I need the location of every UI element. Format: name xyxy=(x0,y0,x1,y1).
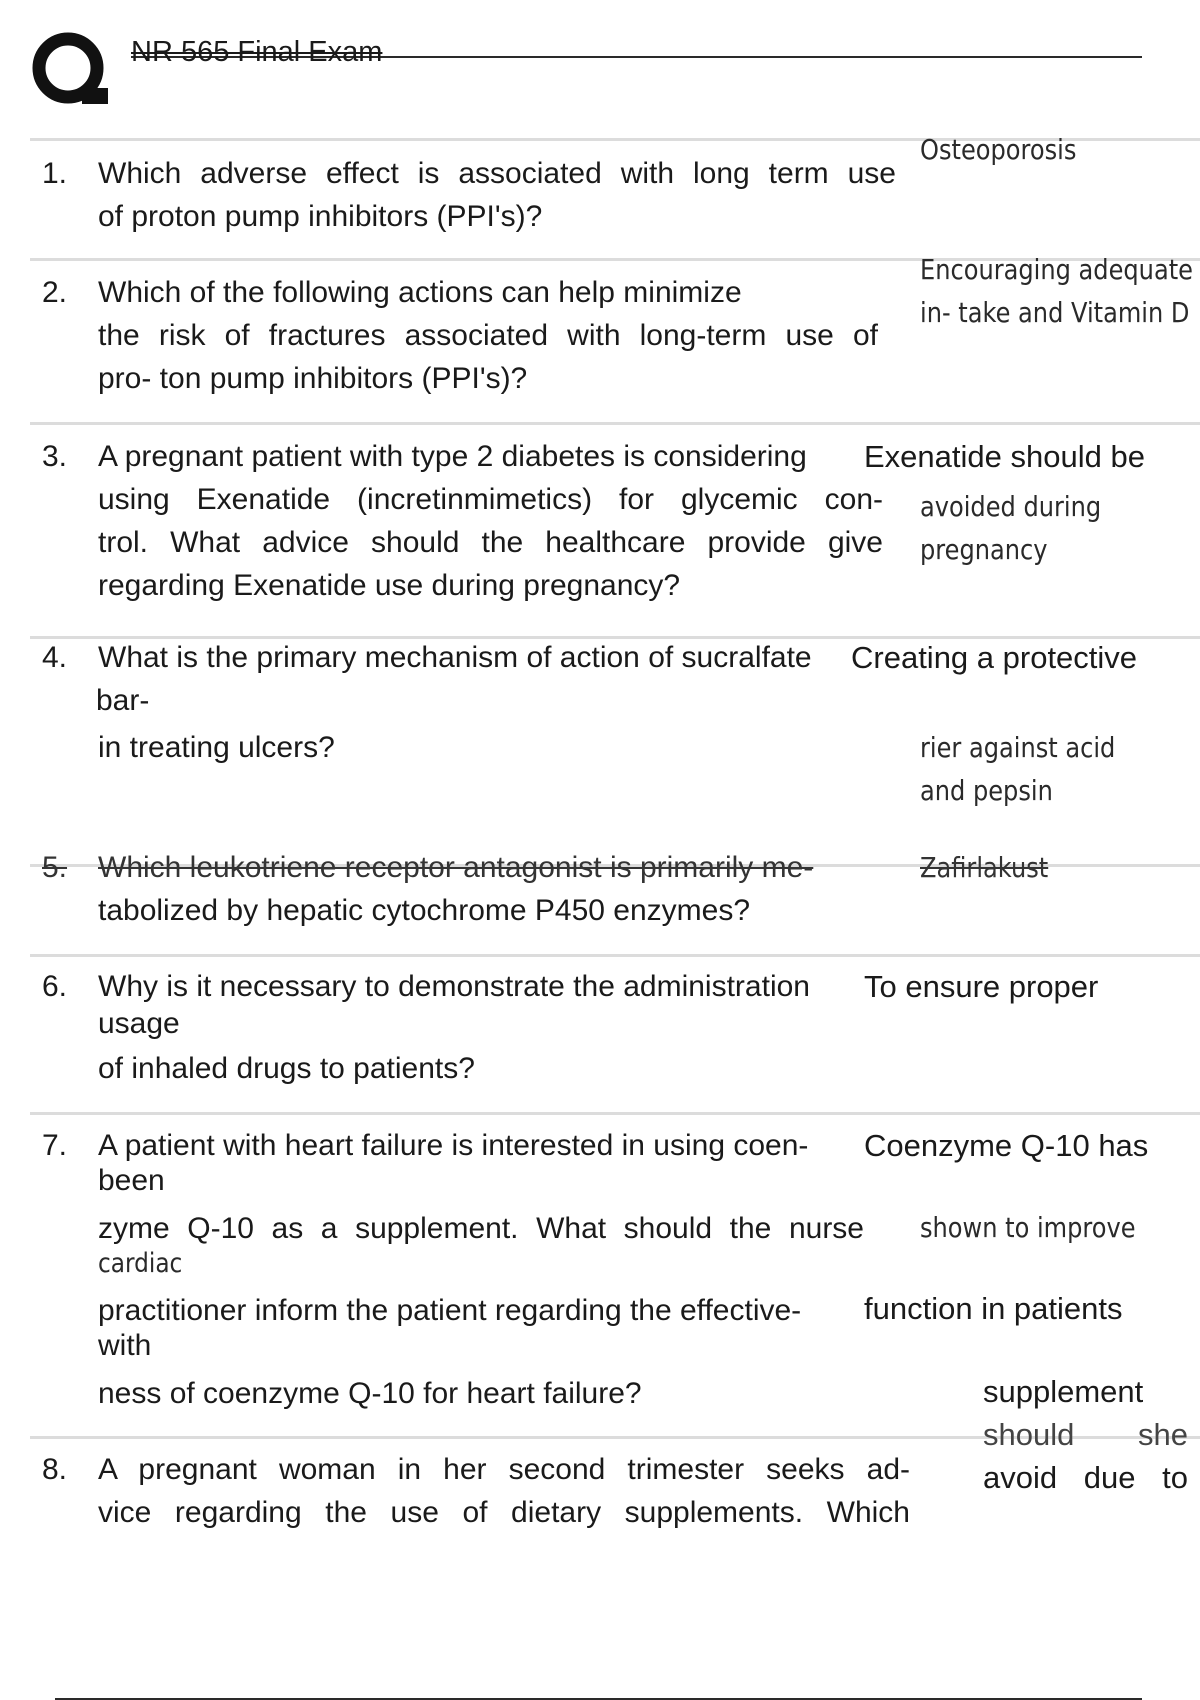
answer-text: avoid due to xyxy=(983,1460,1188,1495)
question-number: 6. xyxy=(42,970,68,1003)
question-line: of inhaled drugs to patients? xyxy=(98,1052,475,1085)
question-line: A patient with heart failure is interested in using coen- xyxy=(98,1129,809,1162)
question-number: 3. xyxy=(42,440,68,473)
question-number: 4. xyxy=(42,641,68,674)
answer-text: shown to improve xyxy=(920,1211,1136,1244)
answer-line: Osteoporosis xyxy=(920,133,1077,166)
question-text xyxy=(98,1124,864,1415)
answer-line: usage xyxy=(98,1007,180,1040)
answer-line: in- take and Vitamin D xyxy=(920,296,1190,329)
answer-text: Creating a protective xyxy=(851,640,1138,675)
question-text xyxy=(98,636,812,769)
question-line: tabolized by hepatic cytochrome P450 enzymes? xyxy=(98,894,751,927)
question-number: 2. xyxy=(42,276,68,309)
answer-text: supplement xyxy=(983,1374,1144,1409)
answer-line: pregnancy xyxy=(920,533,1048,566)
answer-text: function in patients xyxy=(864,1291,1123,1326)
question-line: Which leukotriene receptor antagonist is primarily me- xyxy=(98,851,814,884)
question-line: the risk of fractures associated with long-term use of xyxy=(98,319,878,352)
answer-line: Zafirlakust xyxy=(920,851,1049,884)
answer-line: avoided during xyxy=(920,490,1102,523)
question-line: Which of the following actions can help minimize xyxy=(98,276,742,309)
question-line: A pregnant patient with type 2 diabetes is considering xyxy=(98,440,807,473)
question-line: vice regarding the use of dietary supplements. Which xyxy=(98,1496,910,1529)
answer-text: To ensure proper xyxy=(864,969,1099,1004)
answer-line: rier against acid xyxy=(920,731,1116,764)
question-line: practitioner inform the patient regarding the effective- xyxy=(98,1294,802,1327)
answer-text xyxy=(920,485,1101,571)
question-text xyxy=(98,152,896,238)
question-number: 8. xyxy=(42,1453,68,1486)
question-line: regarding Exenatide use during pregnancy? xyxy=(98,569,681,602)
question-number: 1. xyxy=(42,157,68,190)
question-text xyxy=(98,846,898,932)
answer-text: Exenatide should be xyxy=(864,439,1145,474)
answer-line: with xyxy=(98,1329,152,1362)
answer-text: Coenzyme Q-10 has xyxy=(864,1128,1149,1163)
question-line: zyme Q-10 as a supplement. What should the nurse xyxy=(98,1212,864,1245)
question-line: trol. What advice should the healthcare provide give xyxy=(98,526,883,559)
question-line: of proton pump inhibitors (PPI's)? xyxy=(98,200,543,233)
question-line: in treating ulcers? xyxy=(98,731,335,764)
question-line: What is the primary mechanism of action of sucralfate xyxy=(98,641,812,674)
answer-text xyxy=(920,726,1115,812)
answer-line: and pepsin xyxy=(920,774,1053,807)
answer-line: cardiac xyxy=(98,1248,183,1279)
separator xyxy=(30,1112,1200,1115)
question-text xyxy=(98,1448,910,1534)
separator xyxy=(30,954,1200,957)
question-text xyxy=(98,435,883,607)
answer-text xyxy=(920,846,1048,889)
answer-line: bar- xyxy=(96,684,150,717)
question-line: ness of coenzyme Q-10 for heart failure? xyxy=(98,1377,642,1410)
question-line: using Exenatide (incretinmimetics) for glycemic con- xyxy=(98,483,883,516)
question-line: Why is it necessary to demonstrate the administration xyxy=(98,970,810,1003)
question-number: 7. xyxy=(42,1129,68,1162)
page-title: NR 565 Final Exam xyxy=(131,36,383,68)
quizlet-logo-icon xyxy=(30,30,110,110)
question-line: A pregnant woman in her second trimester seeks ad- xyxy=(98,1453,910,1486)
answer-line: been xyxy=(98,1164,165,1197)
answer-line: Encouraging adequate xyxy=(920,253,1193,286)
separator xyxy=(30,422,1200,425)
question-text xyxy=(98,965,810,1090)
answer-text xyxy=(920,128,1076,171)
question-text xyxy=(98,271,878,400)
question-line: Which adverse effect is associated with long term use xyxy=(98,157,896,190)
question-line: pro- ton pump inhibitors (PPI's)? xyxy=(98,362,528,395)
answer-text xyxy=(920,248,1193,334)
question-number: 5. xyxy=(42,851,68,884)
answer-text: should she xyxy=(983,1417,1188,1452)
